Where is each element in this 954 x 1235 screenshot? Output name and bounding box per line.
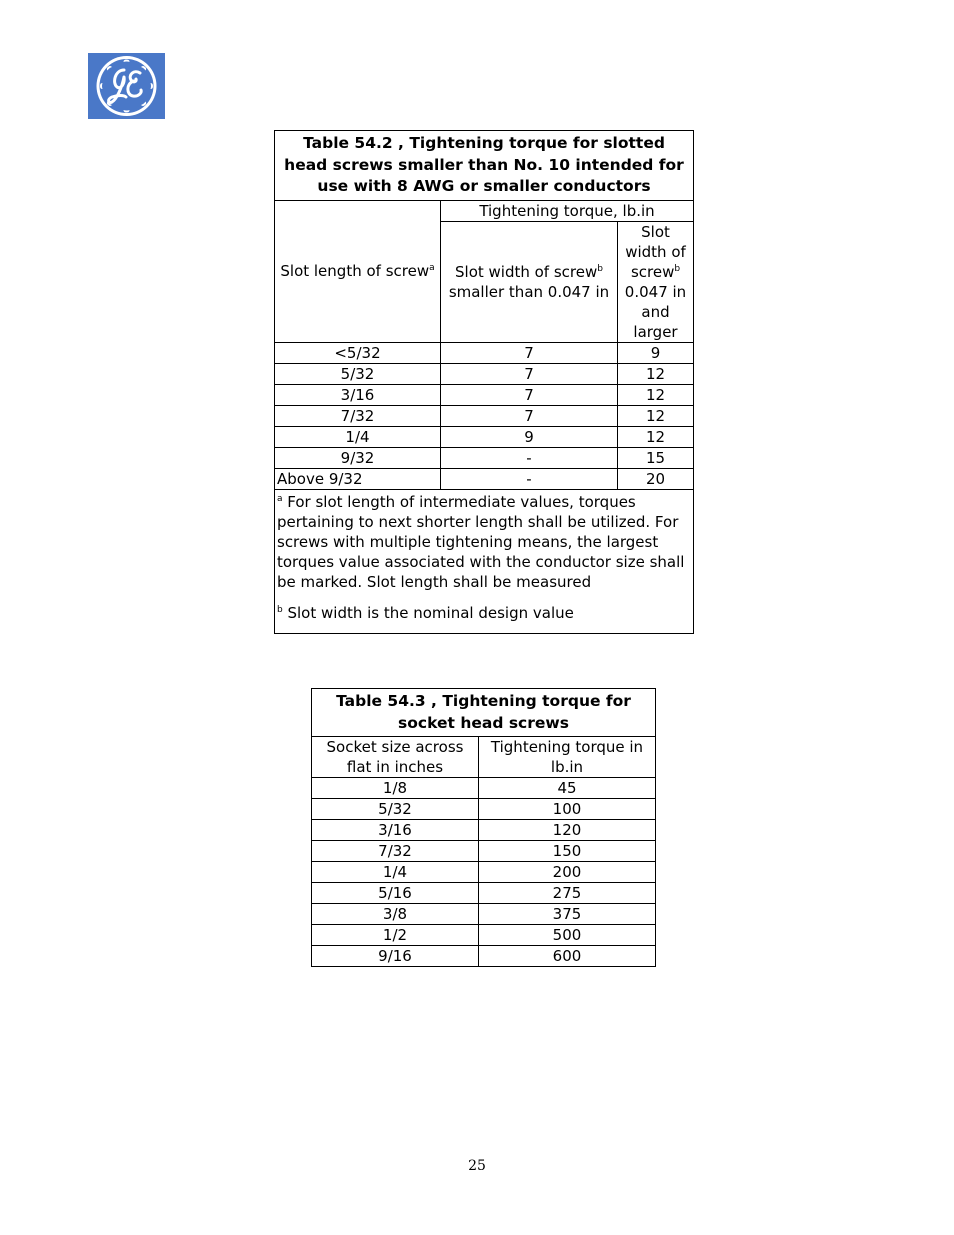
table-row: 7/32 7 12 — [275, 405, 694, 426]
table-row: 1/4 9 12 — [275, 426, 694, 447]
table-row: 3/16 120 — [312, 820, 656, 841]
ge-monogram-icon — [88, 53, 165, 119]
page-number: 25 — [468, 1158, 486, 1174]
ge-logo — [88, 53, 165, 119]
table-row: 9/16 600 — [312, 946, 656, 967]
table-row: 1/2 500 — [312, 925, 656, 946]
header-slot-length: Slot length of screw$^a$ — [275, 200, 441, 342]
table-row: 3/16 7 12 — [275, 384, 694, 405]
footnote-b: $^b$ Slot width is the nominal design value — [277, 603, 574, 622]
table-row: 1/4 200 — [312, 862, 656, 883]
table-row: 5/16 275 — [312, 883, 656, 904]
header-tightening-torque: Tightening torque, lb.in — [441, 200, 694, 221]
footnote-a: $^a$ For slot length of intermediate values, torques pertaining to next shorter length shall be utilized. For screws with multiple tightening means, the largest torques value associated with the conductor size shall be marked. Slot length shall be measured — [277, 492, 685, 591]
table-row: 7/32 150 — [312, 841, 656, 862]
table-row: 3/8 375 — [312, 904, 656, 925]
table-row: 9/32 - 15 — [275, 447, 694, 468]
table-caption: Table 54.3 , Tightening torque for socket head screws — [312, 689, 656, 737]
table-footnotes — [275, 489, 694, 633]
header-slot-width-large: Slot width of screw$^b$ 0.047 in and larger — [618, 221, 694, 342]
table-caption: Table 54.2 , Tightening torque for slotted head screws smaller than No. 10 intended for use with 8 AWG or smaller conductors — [275, 131, 694, 201]
header-socket-size: Socket size across flat in inches — [312, 737, 479, 778]
header-slot-width-small: Slot width of screw$^b$ smaller than 0.047 in — [441, 221, 618, 342]
table-row: 1/8 45 — [312, 778, 656, 799]
table-row: 5/32 100 — [312, 799, 656, 820]
table-row: 5/32 7 12 — [275, 363, 694, 384]
tightening-torque-slotted-table — [274, 130, 694, 634]
table-row: Above 9/32 - 20 — [275, 468, 694, 489]
tightening-torque-socket-table — [311, 688, 656, 967]
table-row: <5/32 7 9 — [275, 342, 694, 363]
header-tightening-torque: Tightening torque in lb.in — [479, 737, 656, 778]
